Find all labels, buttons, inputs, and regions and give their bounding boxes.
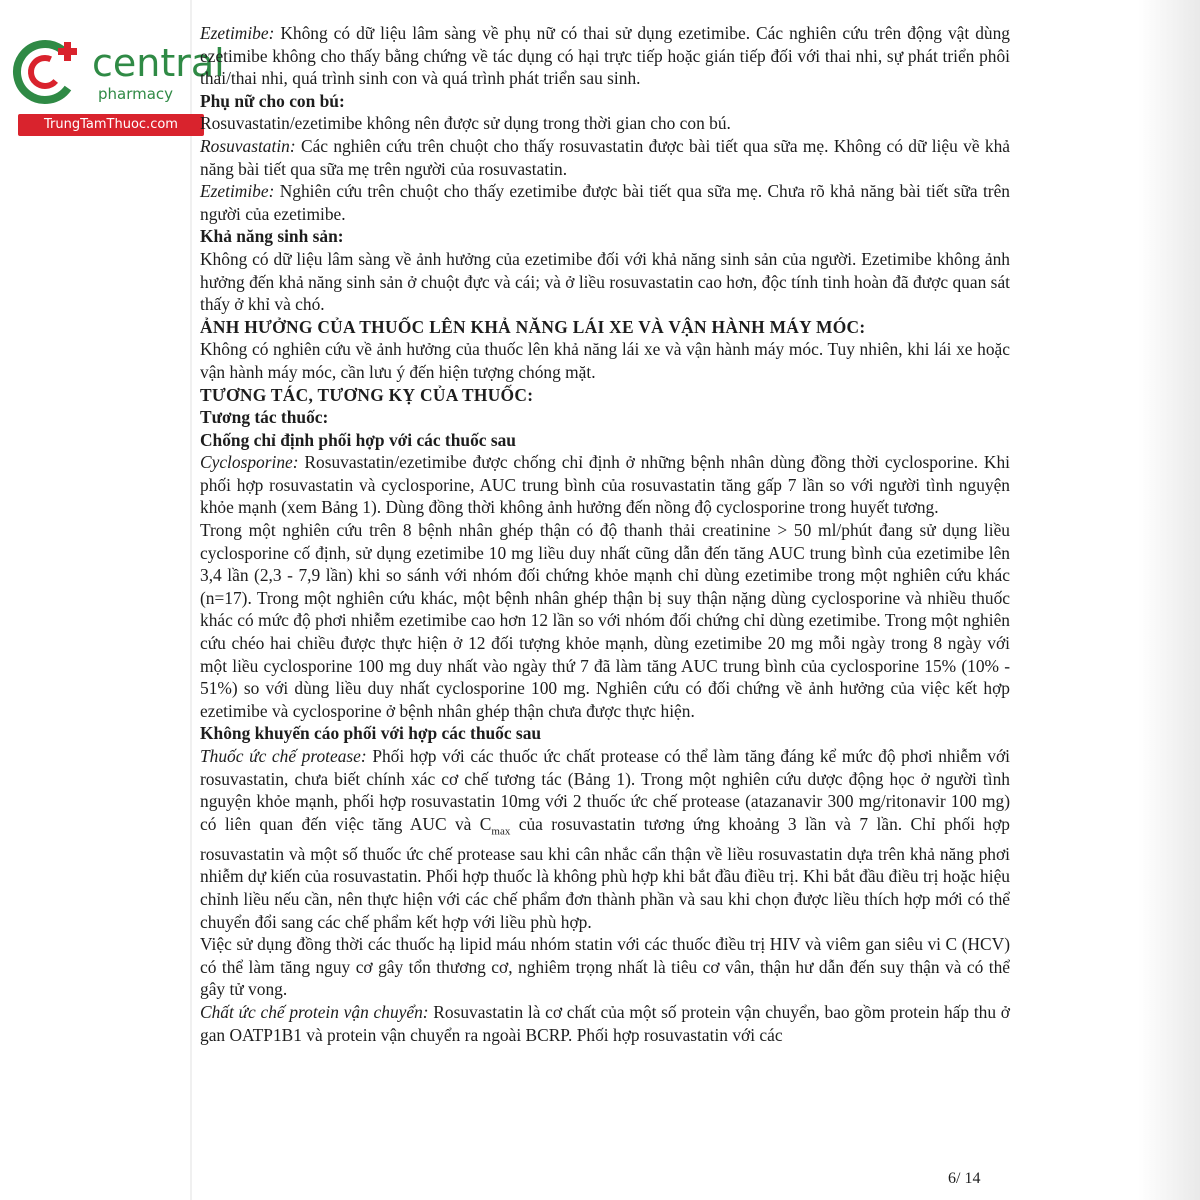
heading-driving: ẢNH HƯỞNG CỦA THUỐC LÊN KHẢ NĂNG LÁI XE VÀ VẬN HÀNH MÁY MÓC: [200, 316, 866, 337]
heading-not-recommended: Không khuyến cáo phối với hợp các thuốc sau [200, 723, 542, 744]
scan-edge [190, 0, 192, 1200]
heading-drug-interactions: Tương tác thuốc: [200, 407, 329, 428]
cmax-subscript: max [491, 825, 511, 838]
paragraph-breastfeeding: Rosuvastatin/ezetimibe không nên được sử dụng trong thời gian cho con bú. [200, 113, 731, 134]
paragraph-hiv-hcv: Việc sử dụng đồng thời các thuốc hạ lipid máu nhóm statin với các thuốc điều trị HIV và viêm gan siêu vi C (HCV) có thể làm tăng nguy cơ gây tổn thương cơ, nghiêm trọng nhất là tiêu cơ vân, thận hư dẫn đến suy thận và có thể gây tử vong. [200, 934, 1010, 1000]
paragraph-text: Các nghiên cứu trên chuột cho thấy rosuvastatin được bài tiết qua sữa mẹ. Không có dữ liệu về khả năng bài tiết qua sữa mẹ trên người của rosuvastatin. [200, 135, 1010, 179]
term-ezetimibe: Ezetimibe: [200, 23, 275, 43]
scan-shadow [1138, 0, 1200, 1200]
heading-breastfeeding: Phụ nữ cho con bú: [200, 90, 345, 111]
paragraph-text: Rosuvastatin là cơ chất của một số protein vận chuyển, bao gồm protein hấp thu ở gan OATP1B1 và protein vận chuyển ra ngoài BCRP. Phối hợp rosuvastatin với các [200, 1002, 1010, 1045]
paragraph-ezetimibe-pregnancy [200, 22, 1010, 90]
paragraph-fertility: Không có dữ liệu lâm sàng về ảnh hưởng của ezetimibe đối với khả năng sinh sản của người. Ezetimibe không ảnh hưởng đến khả năng sinh sản ở chuột đực và cái; và ở liều rosuvastatin cao hơn, độc tính tinh hoàn đã được quan sát thấy ở khỉ và chó. [200, 248, 1010, 315]
paragraph-text: của rosuvastatin tương ứng khoảng 3 lần và 7 lần. Chỉ phối hợp rosuvastatin và một số thuốc ức chế protease sau khi cân nhắc cẩn thận về liều rosuvastatin dựa trên khả năng phơi nhiễm dự kiến của rosuvastatin. Phối hợp thuốc là không phù hợp khi bắt đầu điều trị. Khi bắt đầu điều trị hoặc hiệu chỉnh liều nếu cần, nên thực hiện với các chế phẩm đơn thành phần và sau khi chọn được liều thích hợp mới có thể chuyển đổi sang các chế phẩm kết hợp với liều phù hợp. [200, 813, 1010, 932]
pharmacy-logo-icon [12, 36, 82, 106]
paragraph-kidney-study: Trong một nghiên cứu trên 8 bệnh nhân ghép thận có độ thanh thải creatinine > 50 ml/phút đang sử dụng liều cyclosporine cố định, sử dụng ezetimibe 10 mg liều duy nhất cũng dẫn đến tăng AUC trung bình của ezetimibe lên 3,4 lần (2,3 - 7,9 lần) khi so sánh với nhóm đối chứng khỏe mạnh chỉ dùng ezetimibe trong một nghiên cứu khác (n=17). Trong một nghiên cứu khác, một bệnh nhân ghép thận bị suy thận nặng dùng cyclosporine và nhiều thuốc khác có mức độ phơi nhiễm ezetimibe cao hơn 12 lần so với nhóm đối chứng chỉ dùng ezetimibe. Trong một nghiên cứu chéo hai chiều được thực hiện ở 12 đối tượng khỏe mạnh, dùng ezetimibe 20 mg mỗi ngày trong 8 ngày với một liều cyclosporine 100 mg duy nhất vào ngày thứ 7 đã làm tăng AUC trung bình của cyclosporine 15% (10% - 51%) so với dùng liều duy nhất cyclosporine 100 mg. Nghiên cứu có đối chứng về ảnh hưởng của việc kết hợp ezetimibe và cyclosporine ở bệnh nhân ghép thận chưa được thực hiện. [200, 520, 1010, 721]
paragraph-protease [200, 745, 1010, 933]
page-number: 6/ 14 [948, 1170, 981, 1187]
paragraph-text: Rosuvastatin/ezetimibe được chống chỉ định ở những bệnh nhân dùng đồng thời cyclosporine. Khi phối hợp rosuvastatin và cyclosporine, AUC trung bình của rosuvastatin tăng gấp 7 lần so với người tình nguyện khỏe mạnh (xem Bảng 1). Dùng đồng thời không ảnh hưởng đến nồng độ cyclosporine trong huyết tương. [200, 452, 1010, 518]
heading-interactions: TƯƠNG TÁC, TƯƠNG KỴ CỦA THUỐC: [200, 384, 534, 405]
paragraph-text: Không có dữ liệu lâm sàng về phụ nữ có thai sử dụng ezetimibe. Các nghiên cứu trên động vật dùng ezetimibe không cho thấy bằng chứng về tác dụng có hại trực tiếp hoặc gián tiếp đối với thai nhi, sự phát triển phôi thai/thai nhi, quá trình sinh con và quá trình phát triển sau sinh. [200, 23, 1010, 89]
central-pharmacy-logo [8, 34, 225, 144]
document-body [200, 22, 1010, 1046]
term-protease-inhibitor: Thuốc ức chế protease: [200, 746, 367, 766]
heading-fertility: Khả năng sinh sản: [200, 226, 344, 247]
logo-name: central [92, 41, 225, 85]
heading-contraindicated: Chống chỉ định phối hợp với các thuốc sau [200, 429, 516, 450]
term-transporter-inhibitor: Chất ức chế protein vận chuyển: [200, 1002, 429, 1022]
paragraph-text: Phối hợp với các thuốc ức chất protease có thể làm tăng đáng kể mức độ phơi nhiễm với rosuvastatin, chưa biết chính xác cơ chế tương tác (Bảng 1). Trong một nghiên cứu dược động học ở người tình nguyện khỏe mạnh, phối hợp rosuvastatin 10mg với 2 thuốc ức chế protease (atazanavir 300 mg/ritonavir 100 mg) có liên quan đến việc tăng AUC và C [200, 746, 1010, 834]
paragraph-cyclosporine [200, 451, 1010, 519]
paragraph-ezetimibe-milk [200, 180, 1010, 225]
paragraph-text: Nghiên cứu trên chuột cho thấy ezetimibe được bài tiết qua sữa mẹ. Chưa rõ khả năng bài tiết sữa trên người của ezetimibe. [200, 181, 1010, 224]
logo-url-banner: TrungTamThuoc.com [18, 114, 204, 136]
paragraph-rosuvastatin-milk [200, 135, 1010, 180]
logo-subtitle: pharmacy [98, 85, 174, 103]
term-rosuvastatin: Rosuvastatin: [200, 135, 296, 156]
term-cyclosporine: Cyclosporine: [200, 452, 299, 473]
term-ezetimibe: Ezetimibe: [200, 181, 275, 202]
paragraph-driving: Không có nghiên cứu về ảnh hưởng của thuốc lên khả năng lái xe và vận hành máy móc. Tuy nhiên, khi lái xe hoặc vận hành máy móc, cần lưu ý đến hiện tượng chóng mặt. [200, 339, 1010, 382]
paragraph-transporter [200, 1001, 1010, 1046]
